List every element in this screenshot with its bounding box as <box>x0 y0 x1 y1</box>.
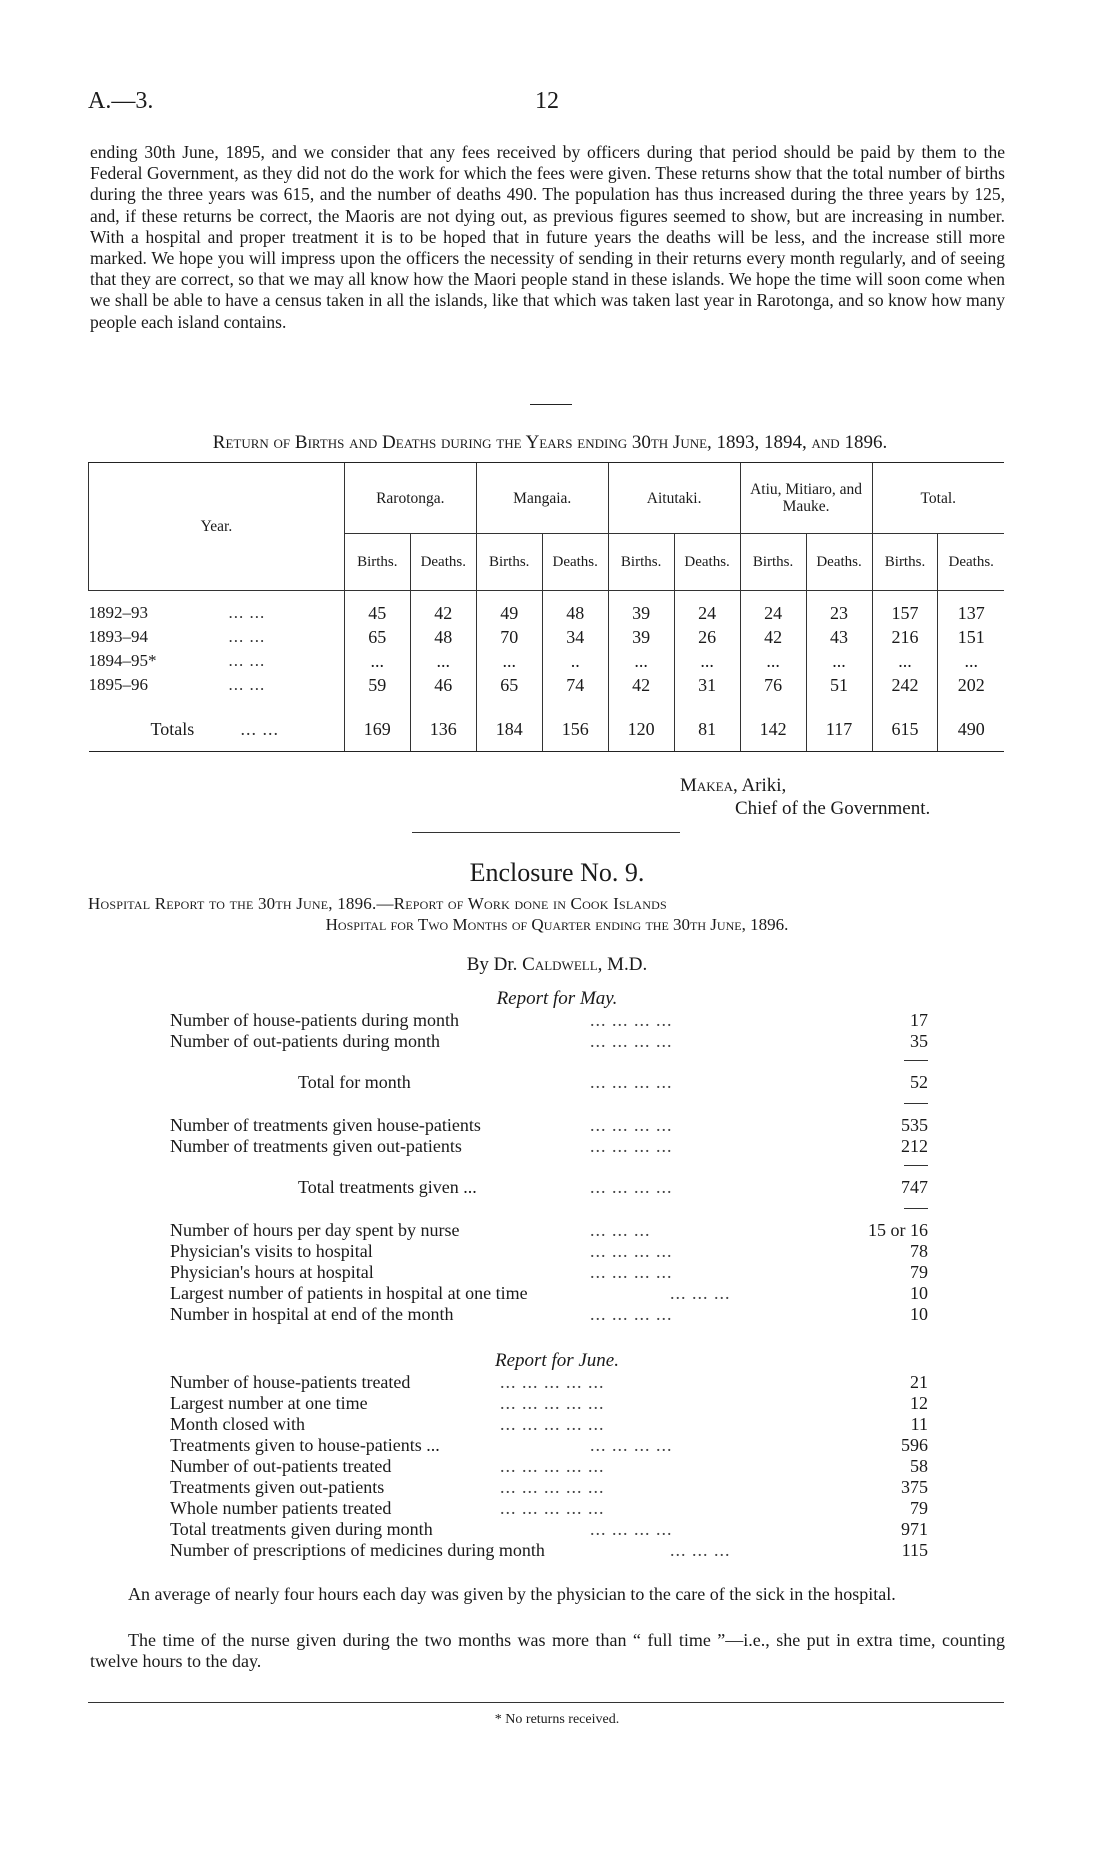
table-cell: 49 <box>476 601 542 625</box>
report-line-label: Largest number of patients in hospital at one time <box>170 1283 528 1303</box>
table-cell: 65 <box>476 673 542 697</box>
enclosure-title: Enclosure No. 9. <box>469 858 645 887</box>
report-line <box>170 1220 928 1241</box>
report-line-value: 10 <box>910 1304 928 1324</box>
table-cell: ... <box>674 649 740 673</box>
report-line-label: Number of prescriptions of medicines during month <box>170 1540 545 1560</box>
report-line-label: Whole number patients treated <box>170 1498 392 1518</box>
dot-leader: ... ... ... ... <box>590 1304 673 1324</box>
dot-leader: ... ... ... ... ... <box>500 1393 605 1413</box>
report-line-label: Number of treatments given out-patients <box>170 1136 462 1156</box>
signatory-role: Chief of the Government. <box>735 798 931 819</box>
year-column-header: Year. <box>89 463 345 591</box>
table-cell: ... <box>344 649 410 673</box>
report-line-label: Treatments given out-patients <box>170 1477 385 1497</box>
report-author: By Dr. Caldwell, M.D. <box>466 954 648 975</box>
dot-leader: ... ... ... ... <box>590 1177 673 1197</box>
table-cell: 151 <box>938 625 1004 649</box>
table-totals-row <box>89 707 1005 752</box>
deaths-subheader: Deaths. <box>410 534 476 591</box>
report-line-value: 12 <box>910 1393 928 1413</box>
deaths-subheader: Deaths. <box>542 534 608 591</box>
dot-leader: ... ... ... ... ... <box>500 1456 605 1476</box>
dot-leader: ... ... ... ... ... <box>500 1372 605 1392</box>
dot-leader: ... ... ... ... ... <box>500 1414 605 1434</box>
closing-paragraph-nurse: The time of the nurse given during the two months was more than “ full time ”—i.e., she put in extra time, counting twelve hours to the day. <box>90 1630 1005 1671</box>
report-line <box>170 1477 928 1498</box>
dot-leader: ... ... ... ... <box>590 1262 673 1282</box>
report-line <box>170 1262 928 1283</box>
report-line-value: 21 <box>910 1372 928 1392</box>
report-line <box>170 1393 928 1414</box>
report-line <box>170 1072 928 1093</box>
report-line-label: Treatments given to house-patients ... <box>170 1435 440 1455</box>
june-report-title: Report for June. <box>494 1350 619 1371</box>
deaths-subheader: Deaths. <box>806 534 872 591</box>
may-report-title: Report for May. <box>496 988 618 1009</box>
report-line-label: Number of hours per day spent by nurse <box>170 1220 460 1240</box>
sum-rule <box>904 1208 928 1209</box>
report-line-label: Number of treatments given house-patients <box>170 1115 481 1135</box>
report-line <box>170 1372 928 1393</box>
table-cell: 34 <box>542 625 608 649</box>
table-caption: Return of Births and Deaths during the Years ending 30th June, 1893, 1894, and 1896. <box>212 432 888 453</box>
report-line <box>170 1435 928 1456</box>
table-row <box>89 673 1005 697</box>
births-deaths-table <box>88 462 1004 752</box>
table-cell: 157 <box>872 601 938 625</box>
report-line-value: 11 <box>910 1414 928 1434</box>
year-cell: 1892–93 ... ... <box>88 603 266 622</box>
dot-leader: ... ... ... ... <box>590 1241 673 1261</box>
group-header: Aitutaki. <box>608 463 740 534</box>
report-line-value: 971 <box>901 1519 928 1539</box>
table-cell: 42 <box>740 625 806 649</box>
table-row <box>89 625 1005 649</box>
report-line-value: 79 <box>910 1498 928 1518</box>
table-cell: ... <box>872 649 938 673</box>
table-cell: 23 <box>806 601 872 625</box>
table-cell: 117 <box>806 707 872 752</box>
table-cell: 142 <box>740 707 806 752</box>
table-cell: 137 <box>938 601 1004 625</box>
report-line-label: Largest number at one time <box>170 1393 368 1413</box>
report-line-label: Number of house-patients during month <box>170 1010 459 1030</box>
dot-leader: ... ... ... ... <box>590 1031 673 1051</box>
dot-leader: ... ... ... ... <box>590 1115 673 1135</box>
report-line-label: Month closed with <box>170 1414 305 1434</box>
separator-rule <box>530 404 572 405</box>
table-cell: 59 <box>344 673 410 697</box>
deaths-subheader: Deaths. <box>674 534 740 591</box>
births-subheader: Births. <box>740 534 806 591</box>
table-cell: ... <box>476 649 542 673</box>
table-cell: 202 <box>938 673 1004 697</box>
report-line-value: 535 <box>901 1115 928 1135</box>
table-cell: 169 <box>344 707 410 752</box>
table-cell: 42 <box>410 601 476 625</box>
table-cell: .. <box>542 649 608 673</box>
dot-leader: ... ... ... ... <box>590 1136 673 1156</box>
report-line-value: 10 <box>910 1283 928 1303</box>
footnote-rule <box>88 1702 1004 1703</box>
table-cell: 242 <box>872 673 938 697</box>
dot-leader: ... ... ... ... <box>590 1072 673 1092</box>
table-cell: 156 <box>542 707 608 752</box>
report-line-value: 596 <box>901 1435 928 1455</box>
table-cell: 43 <box>806 625 872 649</box>
table-cell: 31 <box>674 673 740 697</box>
hospital-report-subheading: Hospital for Two Months of Quarter ending the 30th June, 1896. <box>325 915 789 934</box>
report-line-label: Number of out-patients treated <box>170 1456 392 1476</box>
report-line-label: Physician's hours at hospital <box>170 1262 374 1282</box>
table-cell: 615 <box>872 707 938 752</box>
report-line-value: 79 <box>910 1262 928 1282</box>
table-cell: 120 <box>608 707 674 752</box>
report-line-label: Number in hospital at end of the month <box>170 1304 454 1324</box>
table-cell: 26 <box>674 625 740 649</box>
table-cell: 39 <box>608 625 674 649</box>
births-subheader: Births. <box>872 534 938 591</box>
report-line <box>170 1456 928 1477</box>
table-cell: ... <box>938 649 1004 673</box>
report-line-value: 747 <box>901 1177 928 1197</box>
report-line-value: 375 <box>901 1477 928 1497</box>
report-line <box>170 1177 928 1198</box>
report-line-label: Total treatments given ... <box>298 1177 477 1197</box>
births-subheader: Births. <box>608 534 674 591</box>
report-line <box>170 1136 928 1157</box>
report-line <box>170 1031 928 1052</box>
table-cell: 24 <box>740 601 806 625</box>
table-row <box>89 601 1005 625</box>
dot-leader: ... ... ... ... <box>590 1519 673 1539</box>
table-cell: 39 <box>608 601 674 625</box>
report-line <box>170 1498 928 1519</box>
sum-rule <box>904 1060 928 1061</box>
table-cell: 74 <box>542 673 608 697</box>
births-subheader: Births. <box>344 534 410 591</box>
table-cell: ... <box>608 649 674 673</box>
group-header: Rarotonga. <box>344 463 476 534</box>
hospital-report-heading: Hospital Report to the 30th June, 1896.—Report of Work done in Cook Islands <box>88 894 667 913</box>
table-cell: 70 <box>476 625 542 649</box>
intro-paragraph: ending 30th June, 1895, and we consider that any fees received by officers during that period should be paid by them to the Federal Government, as they did not do the work for which the fees were given. These returns show that the total number of births during the three years was 615, and the number of deaths 490. The population has thus increased during the three years by 125, and, if these returns be correct, the Maoris are not dying out, as previous figures seemed to show, but are increasing in number. With a hospital and proper treatment it is to be hoped that in future years the deaths will be less, and the increase still more marked. We hope you will impress upon the officers the necessity of sending in their returns every month regularly, and of seeing that they are correct, so that we may all know how the Maori people stand in these islands. We hope the time will soon come when we shall be able to have a census taken in all the islands, like that which was taken last year in Rarotonga, and so know how many people each island contains. <box>90 142 1005 332</box>
dot-leader: ... ... ... <box>590 1220 651 1240</box>
report-line <box>170 1283 928 1304</box>
table-cell: 76 <box>740 673 806 697</box>
dot-leader: ... ... ... <box>670 1283 731 1303</box>
table-cell: 42 <box>608 673 674 697</box>
report-line-value: 115 <box>901 1540 928 1560</box>
dot-leader: ... ... ... ... ... <box>500 1477 605 1497</box>
report-line <box>170 1115 928 1136</box>
year-cell: 1894–95* ... ... <box>88 651 266 670</box>
births-subheader: Births. <box>476 534 542 591</box>
sum-rule <box>904 1103 928 1104</box>
footnote: * No returns received. <box>494 1712 620 1727</box>
table-cell: 65 <box>344 625 410 649</box>
report-line-value: 58 <box>910 1456 928 1476</box>
table-cell: 490 <box>938 707 1004 752</box>
report-line-label: Number of out-patients during month <box>170 1031 440 1051</box>
report-line-value: 17 <box>910 1010 928 1030</box>
dot-leader: ... ... ... <box>670 1540 731 1560</box>
table-cell: 24 <box>674 601 740 625</box>
table-cell: ... <box>740 649 806 673</box>
group-header: Total. <box>872 463 1004 534</box>
group-header: Atiu, Mitiaro, and Mauke. <box>740 463 872 534</box>
table-cell: 51 <box>806 673 872 697</box>
report-line <box>170 1241 928 1262</box>
report-line <box>170 1540 928 1561</box>
report-line-label: Physician's visits to hospital <box>170 1241 373 1261</box>
report-line <box>170 1010 928 1031</box>
table-cell: 48 <box>410 625 476 649</box>
table-cell: 46 <box>410 673 476 697</box>
table-cell: 45 <box>344 601 410 625</box>
sum-rule <box>904 1165 928 1166</box>
year-cell: 1895–96 ... ... <box>88 675 266 694</box>
signatory-name: Makea, Ariki, <box>680 775 787 796</box>
table-cell: 136 <box>410 707 476 752</box>
page-reference: A.—3. <box>88 88 154 114</box>
report-line-label: Total for month <box>298 1072 411 1092</box>
dot-leader: ... ... ... ... <box>590 1435 673 1455</box>
page-number: 12 <box>535 88 559 114</box>
deaths-subheader: Deaths. <box>938 534 1004 591</box>
table-cell: 81 <box>674 707 740 752</box>
closing-paragraph-physician: An average of nearly four hours each day was given by the physician to the care of the sick in the hospital. <box>128 1584 896 1604</box>
report-line-value: 212 <box>901 1136 928 1156</box>
report-line-value: 35 <box>910 1031 928 1051</box>
section-divider <box>412 832 680 833</box>
report-line <box>170 1304 928 1325</box>
table-cell: 48 <box>542 601 608 625</box>
report-line-label: Total treatments given during month <box>170 1519 433 1539</box>
report-line-value: 78 <box>910 1241 928 1261</box>
report-line-value: 15 or 16 <box>868 1220 928 1240</box>
report-line <box>170 1414 928 1435</box>
group-header: Mangaia. <box>476 463 608 534</box>
table-cell: 216 <box>872 625 938 649</box>
dot-leader: ... ... ... ... ... <box>500 1498 605 1518</box>
report-line <box>170 1519 928 1540</box>
table-cell: 184 <box>476 707 542 752</box>
totals-label: Totals ... ... <box>89 707 345 752</box>
report-line-label: Number of house-patients treated <box>170 1372 411 1392</box>
year-cell: 1893–94 ... ... <box>88 627 266 646</box>
report-line-value: 52 <box>910 1072 928 1092</box>
table-cell: ... <box>806 649 872 673</box>
table-cell: ... <box>410 649 476 673</box>
table-row <box>89 649 1005 673</box>
dot-leader: ... ... ... ... <box>590 1010 673 1030</box>
